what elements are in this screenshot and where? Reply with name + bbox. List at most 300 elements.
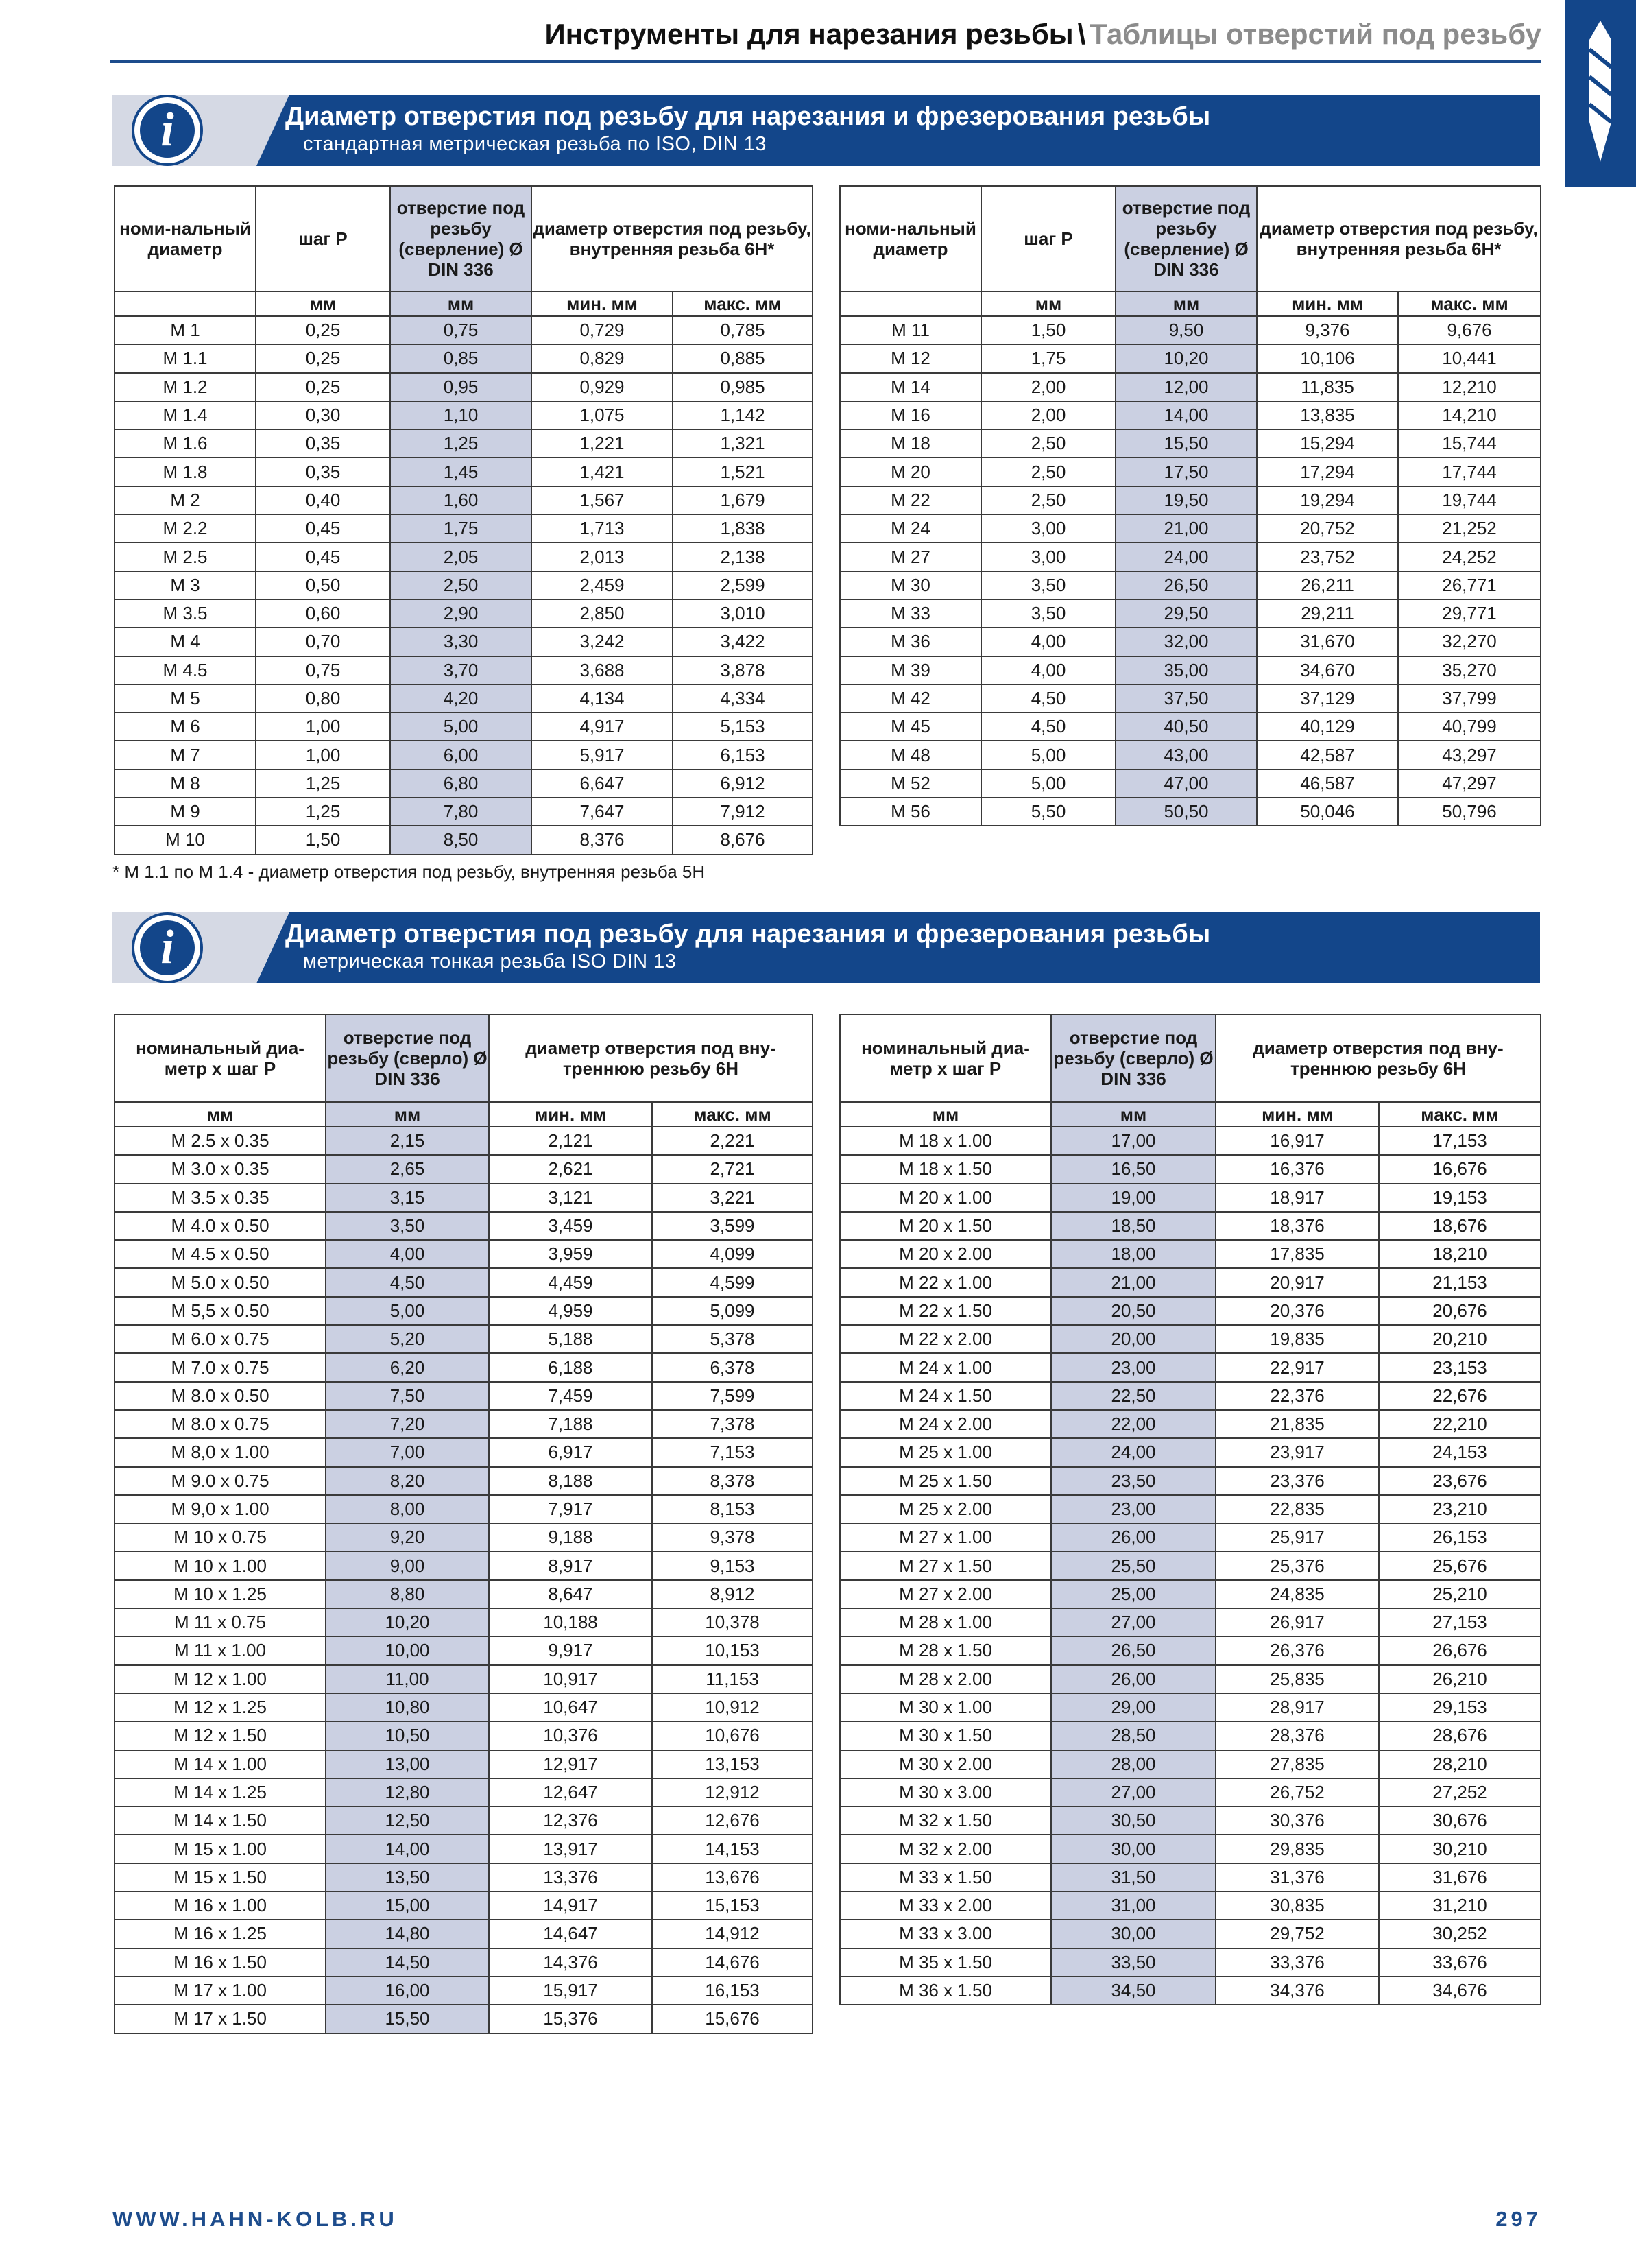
table-cell: 2,850 (531, 599, 673, 628)
table-cell: 4,00 (326, 1240, 489, 1268)
table-cell: M 14 x 1.00 (115, 1750, 326, 1778)
table-cell: 26,210 (1379, 1665, 1541, 1693)
table-cell: M 8,0 x 1.00 (115, 1438, 326, 1466)
table-cell: 40,50 (1116, 713, 1257, 741)
col-drill: отверстие под резьбу (сверление) Ø DIN 336 (390, 186, 531, 291)
table-cell: 6,912 (673, 769, 813, 798)
table-cell: 2,00 (981, 373, 1116, 401)
section2-banner (112, 912, 1540, 983)
table-cell: M 1.8 (115, 457, 256, 486)
table-cell: 7,912 (673, 798, 813, 826)
table-cell: 14,50 (326, 1948, 489, 1977)
table-cell: 30,00 (1051, 1835, 1216, 1863)
table-row (840, 1863, 1541, 1891)
table-cell: 29,771 (1398, 599, 1541, 628)
table-row (840, 1297, 1541, 1325)
table-row (115, 1438, 813, 1466)
table-cell: 6,378 (652, 1353, 813, 1381)
table-cell: 21,00 (1116, 514, 1257, 542)
unit-min: мин. мм (531, 291, 673, 316)
table-cell: 19,153 (1379, 1184, 1541, 1212)
table-cell: 13,376 (489, 1863, 652, 1891)
table-cell: M 33 x 1.50 (840, 1863, 1051, 1891)
unit-drill: мм (326, 1102, 489, 1127)
table-cell: 29,211 (1257, 599, 1398, 628)
table-cell: 0,25 (256, 373, 390, 401)
table-row (840, 1410, 1541, 1438)
col-drill: отверстие под резьбу (сверло) Ø DIN 336 (1051, 1014, 1216, 1102)
table-cell: M 24 x 1.50 (840, 1382, 1051, 1410)
table-cell: 2,459 (531, 571, 673, 599)
footer-url[interactable]: WWW.HAHN-KOLB.RU (112, 2207, 398, 2231)
table-row (840, 1778, 1541, 1806)
section1-table-right (839, 185, 1541, 826)
table-cell: M 24 (840, 514, 981, 542)
col-nominal-pitch: номинальный диа-метр x шаг P (115, 1014, 326, 1102)
table-cell: M 11 (840, 316, 981, 344)
table-cell: 47,00 (1116, 769, 1257, 798)
table-cell: 5,00 (981, 741, 1116, 769)
table-cell: M 35 x 1.50 (840, 1948, 1051, 1977)
table-row (115, 1835, 813, 1863)
table-cell: 30,676 (1379, 1806, 1541, 1835)
table-cell: M 27 (840, 542, 981, 571)
table-cell: 40,799 (1398, 713, 1541, 741)
table-cell: 14,00 (1116, 401, 1257, 429)
table-row (115, 486, 813, 514)
section2-table-right (839, 1014, 1541, 2005)
table-cell: 33,50 (1051, 1948, 1216, 1977)
header-title: Инструменты для нарезания резьбы (544, 18, 1074, 50)
table-row (115, 1467, 813, 1495)
unit-drill: мм (390, 291, 531, 316)
table-cell: 2,90 (390, 599, 531, 628)
table-cell: 25,835 (1216, 1665, 1379, 1693)
table-cell: 24,835 (1216, 1580, 1379, 1608)
table-cell: 23,00 (1051, 1495, 1216, 1523)
table-cell: 27,153 (1379, 1608, 1541, 1636)
table-cell: M 4.5 x 0.50 (115, 1240, 326, 1268)
unit-max: макс. мм (1379, 1102, 1541, 1127)
table-row (115, 798, 813, 826)
table-cell: 10,676 (652, 1721, 813, 1750)
table-cell: M 8.0 x 0.50 (115, 1382, 326, 1410)
table-cell: 25,376 (1216, 1551, 1379, 1579)
table-row (115, 1863, 813, 1891)
table-cell: 27,00 (1051, 1608, 1216, 1636)
table-cell: 10,912 (652, 1693, 813, 1721)
table-cell: M 17 x 1.50 (115, 2005, 326, 2033)
table-cell: 3,422 (673, 628, 813, 656)
table-cell: 3,459 (489, 1212, 652, 1240)
table-cell: 8,647 (489, 1580, 652, 1608)
table-cell: M 5,5 x 0.50 (115, 1297, 326, 1325)
table-cell: 29,00 (1051, 1693, 1216, 1721)
table-cell: 50,046 (1257, 798, 1398, 826)
table-cell: 5,00 (390, 713, 531, 741)
table-cell: 0,40 (256, 486, 390, 514)
unit-max: макс. мм (673, 291, 813, 316)
table-cell: M 27 x 1.50 (840, 1551, 1051, 1579)
table-cell: 24,252 (1398, 542, 1541, 571)
table-cell: 9,917 (489, 1636, 652, 1664)
table-cell: 23,917 (1216, 1438, 1379, 1466)
table-cell: M 16 x 1.00 (115, 1891, 326, 1920)
table-row (115, 429, 813, 457)
table-cell: M 9.0 x 0.75 (115, 1467, 326, 1495)
table-cell: 33,676 (1379, 1948, 1541, 1977)
table-row (840, 344, 1541, 372)
table-cell: 21,00 (1051, 1268, 1216, 1296)
table-cell: 11,835 (1257, 373, 1398, 401)
table-cell: M 14 x 1.25 (115, 1778, 326, 1806)
table-row (840, 514, 1541, 542)
table-row (840, 1721, 1541, 1750)
table-cell: M 33 x 3.00 (840, 1920, 1051, 1948)
table-cell: 27,00 (1051, 1778, 1216, 1806)
table-row (840, 1977, 1541, 2005)
table-cell: 0,829 (531, 344, 673, 372)
table-cell: 19,294 (1257, 486, 1398, 514)
table-cell: 23,50 (1051, 1467, 1216, 1495)
table-cell: 6,00 (390, 741, 531, 769)
table-cell: 3,15 (326, 1184, 489, 1212)
table-cell: 18,50 (1051, 1212, 1216, 1240)
table-cell: 10,917 (489, 1665, 652, 1693)
table-row (840, 542, 1541, 571)
col-internal: диаметр отверстия под резьбу, внутренняя резьба 6H* (1257, 186, 1541, 291)
table-cell: 5,378 (652, 1325, 813, 1353)
header-rule (110, 60, 1541, 63)
table-cell: 7,378 (652, 1410, 813, 1438)
table-cell: 15,376 (489, 2005, 652, 2033)
table-cell: 2,50 (981, 457, 1116, 486)
table-cell: 0,929 (531, 373, 673, 401)
table-cell: 0,75 (390, 316, 531, 344)
table-cell: 37,50 (1116, 684, 1257, 713)
table-row (115, 1410, 813, 1438)
table-row (115, 826, 813, 854)
table-cell: 42,587 (1257, 741, 1398, 769)
table-cell: M 32 x 1.50 (840, 1806, 1051, 1835)
table-cell: 30,210 (1379, 1835, 1541, 1863)
table-cell: 22,50 (1051, 1382, 1216, 1410)
table-cell: M 12 x 1.25 (115, 1693, 326, 1721)
table-cell: 15,50 (326, 2005, 489, 2033)
table-cell: M 30 x 1.50 (840, 1721, 1051, 1750)
table-cell: 32,00 (1116, 628, 1257, 656)
table-cell: M 25 x 1.00 (840, 1438, 1051, 1466)
page-number: 297 (1495, 2207, 1541, 2231)
table-row (840, 1523, 1541, 1551)
table-cell: M 18 x 1.50 (840, 1155, 1051, 1183)
table-cell: 15,00 (326, 1891, 489, 1920)
table-row (115, 401, 813, 429)
table-cell: 12,676 (652, 1806, 813, 1835)
table-row (840, 1608, 1541, 1636)
table-cell: 9,676 (1398, 316, 1541, 344)
table-cell: M 4 (115, 628, 256, 656)
table-cell: M 2 (115, 486, 256, 514)
table-cell: 1,75 (390, 514, 531, 542)
table-cell: 4,50 (981, 684, 1116, 713)
table-cell: M 14 x 1.50 (115, 1806, 326, 1835)
table-cell: 40,129 (1257, 713, 1398, 741)
table-cell: 10,80 (326, 1693, 489, 1721)
table-row (840, 599, 1541, 628)
table-cell: 0,80 (256, 684, 390, 713)
table-row (840, 1750, 1541, 1778)
table-cell: 6,188 (489, 1353, 652, 1381)
table-cell: 9,00 (326, 1551, 489, 1579)
side-tab (1565, 0, 1636, 187)
table-cell: 14,153 (652, 1835, 813, 1863)
table-cell: M 45 (840, 713, 981, 741)
table-cell: M 2.5 (115, 542, 256, 571)
table-cell: 10,441 (1398, 344, 1541, 372)
table-cell: M 1.4 (115, 401, 256, 429)
table-cell: 22,00 (1051, 1410, 1216, 1438)
table-cell: 8,00 (326, 1495, 489, 1523)
table-cell: 18,210 (1379, 1240, 1541, 1268)
table-cell: M 24 x 1.00 (840, 1353, 1051, 1381)
table-cell: 20,50 (1051, 1297, 1216, 1325)
table-row (840, 1665, 1541, 1693)
section2-title: Диаметр отверстия под резьбу для нарезания и фрезерования резьбы (285, 920, 1211, 948)
table-cell: 8,20 (326, 1467, 489, 1495)
table-cell: M 1.6 (115, 429, 256, 457)
table-cell: 1,25 (256, 798, 390, 826)
table-cell: 14,210 (1398, 401, 1541, 429)
table-cell: M 15 x 1.00 (115, 1835, 326, 1863)
table-cell: 31,50 (1051, 1863, 1216, 1891)
table-cell: M 9 (115, 798, 256, 826)
table-cell: 3,50 (981, 571, 1116, 599)
table-cell: 18,00 (1051, 1240, 1216, 1268)
table-cell: M 20 (840, 457, 981, 486)
table-cell: 26,211 (1257, 571, 1398, 599)
table-cell: 1,00 (256, 741, 390, 769)
table-cell: 5,188 (489, 1325, 652, 1353)
table-cell: 17,294 (1257, 457, 1398, 486)
table-cell: 2,05 (390, 542, 531, 571)
table-row (115, 713, 813, 741)
table-cell: 3,221 (652, 1184, 813, 1212)
table-cell: 4,959 (489, 1297, 652, 1325)
info-icon: i (132, 912, 203, 983)
table-cell: 10,378 (652, 1608, 813, 1636)
table-cell: 4,00 (981, 656, 1116, 684)
table-cell: 15,50 (1116, 429, 1257, 457)
table-row (115, 1750, 813, 1778)
section2-subtitle: метрическая тонкая резьба ISO DIN 13 (303, 951, 677, 972)
table-cell: M 3.5 (115, 599, 256, 628)
table-row (115, 1297, 813, 1325)
table-row (115, 344, 813, 372)
table-cell: 24,00 (1051, 1438, 1216, 1466)
table-cell: M 1.1 (115, 344, 256, 372)
table-cell: M 22 (840, 486, 981, 514)
table-cell: 23,153 (1379, 1353, 1541, 1381)
table-row (840, 571, 1541, 599)
table-cell: 10,20 (1116, 344, 1257, 372)
table-cell: 3,50 (326, 1212, 489, 1240)
table-cell: M 25 x 2.00 (840, 1495, 1051, 1523)
table-cell: 9,378 (652, 1523, 813, 1551)
table-cell: 25,00 (1051, 1580, 1216, 1608)
table-row (115, 1580, 813, 1608)
table-cell: 34,676 (1379, 1977, 1541, 2005)
table-cell: 26,376 (1216, 1636, 1379, 1664)
table-cell: M 28 x 1.50 (840, 1636, 1051, 1664)
table-row (115, 1920, 813, 1948)
table-cell: 1,567 (531, 486, 673, 514)
table-cell: M 27 x 1.00 (840, 1523, 1051, 1551)
table-cell: 5,00 (326, 1297, 489, 1325)
table-cell: 7,647 (531, 798, 673, 826)
table-cell: 21,153 (1379, 1268, 1541, 1296)
table-row (840, 684, 1541, 713)
col-pitch: шаг P (256, 186, 390, 291)
table-cell: 14,00 (326, 1835, 489, 1863)
table-cell: M 5 (115, 684, 256, 713)
table-row (115, 2005, 813, 2033)
table-cell: 13,50 (326, 1863, 489, 1891)
table-cell: 0,60 (256, 599, 390, 628)
table-cell: 12,376 (489, 1806, 652, 1835)
table-row (840, 1325, 1541, 1353)
col-internal: диаметр отверстия под резьбу, внутренняя резьба 6H* (531, 186, 813, 291)
table-row (840, 1551, 1541, 1579)
table-cell: M 3.5 x 0.35 (115, 1184, 326, 1212)
table-row (840, 1438, 1541, 1466)
table-cell: 1,838 (673, 514, 813, 542)
table-row (840, 1636, 1541, 1664)
table-cell: 20,752 (1257, 514, 1398, 542)
table-cell: 10,20 (326, 1608, 489, 1636)
table-cell: M 9,0 x 1.00 (115, 1495, 326, 1523)
table-cell: 1,321 (673, 429, 813, 457)
table-cell: 8,376 (531, 826, 673, 854)
table-cell: 28,376 (1216, 1721, 1379, 1750)
table-cell: 12,912 (652, 1778, 813, 1806)
table-cell: 31,670 (1257, 628, 1398, 656)
table-cell: 16,50 (1051, 1155, 1216, 1183)
table-cell: 8,50 (390, 826, 531, 854)
table-cell: M 10 (115, 826, 256, 854)
table-cell: 1,221 (531, 429, 673, 457)
table-row (840, 741, 1541, 769)
table-cell: 37,129 (1257, 684, 1398, 713)
table-cell: 22,676 (1379, 1382, 1541, 1410)
table-cell: 19,744 (1398, 486, 1541, 514)
table-cell: 30,50 (1051, 1806, 1216, 1835)
table-cell: 1,45 (390, 457, 531, 486)
table-cell: 8,912 (652, 1580, 813, 1608)
table-cell: 20,676 (1379, 1297, 1541, 1325)
unit-nominal: мм (115, 1102, 326, 1127)
table-cell: 31,00 (1051, 1891, 1216, 1920)
table-cell: 32,270 (1398, 628, 1541, 656)
table-cell: M 20 x 1.00 (840, 1184, 1051, 1212)
table-cell: M 22 x 1.50 (840, 1297, 1051, 1325)
table-cell: 10,106 (1257, 344, 1398, 372)
table-cell: 5,917 (531, 741, 673, 769)
table-row (840, 1382, 1541, 1410)
table-row (115, 1636, 813, 1664)
table-cell: M 56 (840, 798, 981, 826)
table-cell: 1,00 (256, 713, 390, 741)
table-cell: 4,00 (981, 628, 1116, 656)
table-cell: 23,00 (1051, 1353, 1216, 1381)
table-cell: 19,50 (1116, 486, 1257, 514)
table-cell: 31,676 (1379, 1863, 1541, 1891)
table-row (840, 486, 1541, 514)
table-cell: 17,00 (1051, 1127, 1216, 1155)
table-cell: 1,421 (531, 457, 673, 486)
unit-drill: мм (1051, 1102, 1216, 1127)
table-cell: 14,80 (326, 1920, 489, 1948)
table-row (115, 769, 813, 798)
table-cell: 11,153 (652, 1665, 813, 1693)
table-cell: 14,912 (652, 1920, 813, 1948)
table-cell: M 32 x 2.00 (840, 1835, 1051, 1863)
table-cell: 6,917 (489, 1438, 652, 1466)
table-cell: M 42 (840, 684, 981, 713)
table-cell: 46,587 (1257, 769, 1398, 798)
unit-nominal (840, 291, 981, 316)
table-cell: 2,013 (531, 542, 673, 571)
table-cell: 7,80 (390, 798, 531, 826)
table-row (840, 1353, 1541, 1381)
table-cell: 47,297 (1398, 769, 1541, 798)
table-cell: 9,188 (489, 1523, 652, 1551)
col-drill: отверстие под резьбу (сверление) Ø DIN 336 (1116, 186, 1257, 291)
table-row (115, 1184, 813, 1212)
col-nominal: номи-нальный диаметр (840, 186, 981, 291)
table-cell: 9,20 (326, 1523, 489, 1551)
table-cell: 26,752 (1216, 1778, 1379, 1806)
table-row (115, 316, 813, 344)
table-cell: 2,50 (390, 571, 531, 599)
table-row (840, 1467, 1541, 1495)
table-cell: 23,676 (1379, 1467, 1541, 1495)
table-row (840, 1835, 1541, 1863)
info-icon: i (132, 95, 203, 166)
table-cell: 1,50 (256, 826, 390, 854)
unit-drill: мм (1116, 291, 1257, 316)
table-cell: 29,835 (1216, 1835, 1379, 1863)
table-cell: 16,917 (1216, 1127, 1379, 1155)
table-cell: 22,210 (1379, 1410, 1541, 1438)
table-cell: 6,647 (531, 769, 673, 798)
table-row (115, 1353, 813, 1381)
table-cell: 28,676 (1379, 1721, 1541, 1750)
table-cell: 7,00 (326, 1438, 489, 1466)
table-cell: M 52 (840, 769, 981, 798)
table-cell: M 28 x 2.00 (840, 1665, 1051, 1693)
col-drill: отверстие под резьбу (сверло) Ø DIN 336 (326, 1014, 489, 1102)
table-cell: 2,15 (326, 1127, 489, 1155)
table-cell: 30,835 (1216, 1891, 1379, 1920)
table-cell: 1,713 (531, 514, 673, 542)
table-cell: 13,00 (326, 1750, 489, 1778)
table-cell: 23,210 (1379, 1495, 1541, 1523)
table-cell: 1,25 (390, 429, 531, 457)
table-cell: 26,00 (1051, 1665, 1216, 1693)
table-cell: 0,85 (390, 344, 531, 372)
table-row (115, 1155, 813, 1183)
